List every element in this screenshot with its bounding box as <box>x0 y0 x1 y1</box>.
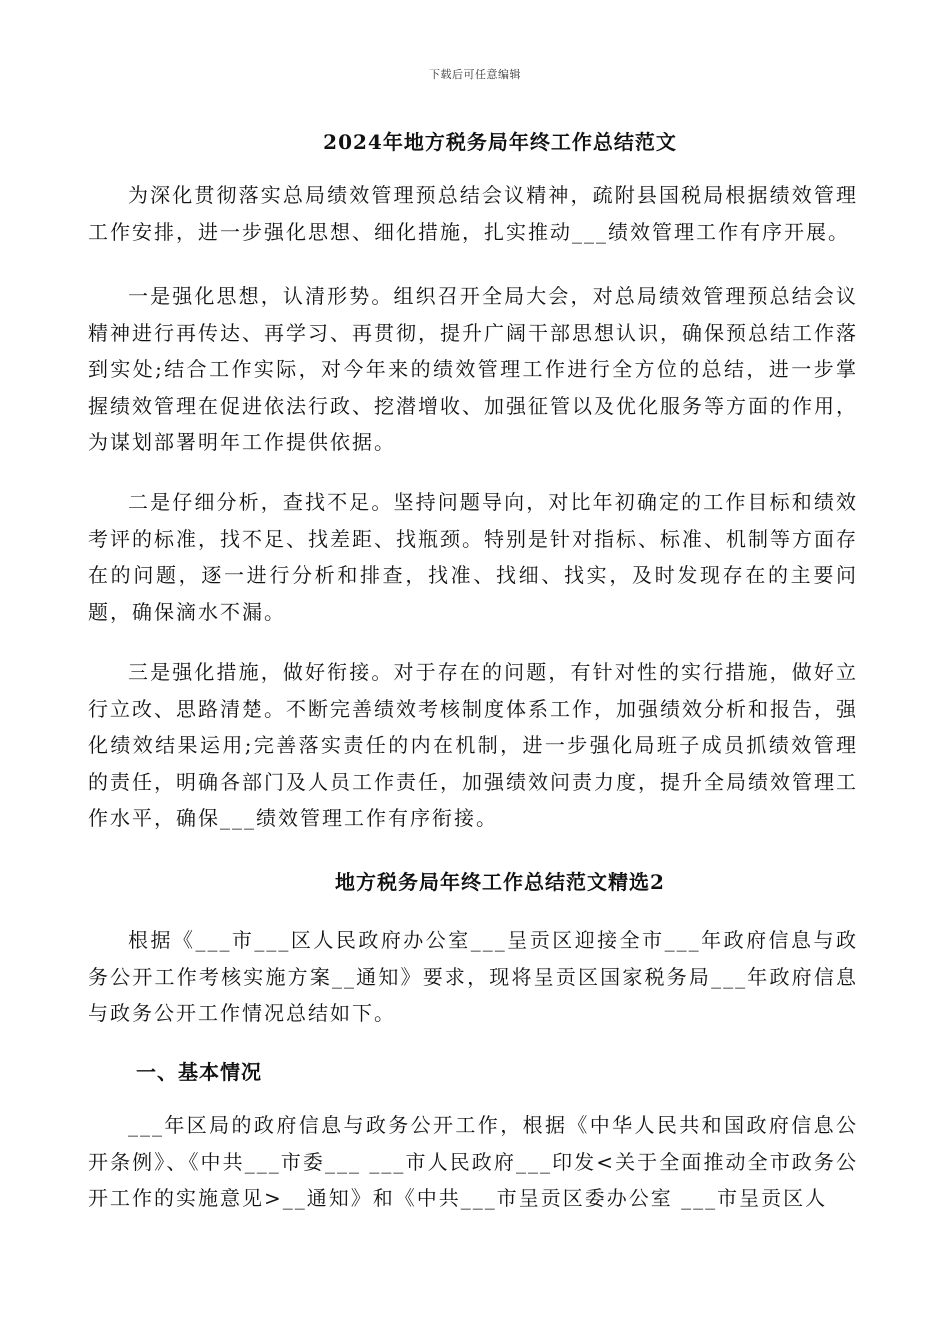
section-title-2: 地方税务局年终工作总结范文精选2 <box>335 870 665 894</box>
section-heading-basic: 一、基本情况 <box>136 1060 262 1084</box>
paragraph-point-one: 一是强化思想，认清形势。组织召开全局大会，对总局绩效管理预总结会议精神进行再传达、再学习、再贯彻，提升广阔干部思想认识，确保预总结工作落到实处;结合工作实际，对今年来的绩效管理工作进行全方位的总结，进一步掌握绩效管理在促进依法行政、挖潜增收、加强征管以及优化服务等方面的作用，为谋划部署明年工作提供依据。 <box>88 284 858 454</box>
paragraph-intro-2: 根据《___市___区人民政府办公室___呈贡区迎接全市___年政府信息与政务公开工作考核实施方案__通知》要求，现将呈贡区国家税务局___年政府信息与政务公开工作情况总结如下。 <box>88 928 858 1025</box>
paragraph-basic-situation: ___年区局的政府信息与政务公开工作，根据《中华人民共和国政府信息公开条例》、《中共___市委___ ___市人民政府___印发<关于全面推动全市政务公开工作的实施意见>__通知》和《中共___市呈贡区委办公室 ___市呈贡区人 <box>88 1113 858 1210</box>
paragraph-point-three: 三是强化措施，做好衔接。对于存在的问题，有针对性的实行措施，做好立行立改、思路清楚。不断完善绩效考核制度体系工作，加强绩效分析和报告，强化绩效结果运用;完善落实责任的内在机制，进一步强化局班子成员抓绩效管理的责任，明确各部门及人员工作责任，加强绩效问责力度，提升全局绩效管理工作水平，确保___绩效管理工作有序衔接。 <box>88 660 858 830</box>
paragraph-intro: 为深化贯彻落实总局绩效管理预总结会议精神，疏附县国税局根据绩效管理工作安排，进一步强化思想、细化措施，扎实推动___绩效管理工作有序开展。 <box>88 183 858 244</box>
document-title: 2024年地方税务局年终工作总结范文 <box>323 130 677 154</box>
paragraph-point-two: 二是仔细分析，查找不足。坚持问题导向，对比年初确定的工作目标和绩效考评的标准，找不足、找差距、找瓶颈。特别是针对指标、标准、机制等方面存在的问题，逐一进行分析和排查，找准、找细、找实，及时发现存在的主要问题，确保滴水不漏。 <box>88 490 858 624</box>
header-note: 下载后可任意编辑 <box>429 68 521 81</box>
